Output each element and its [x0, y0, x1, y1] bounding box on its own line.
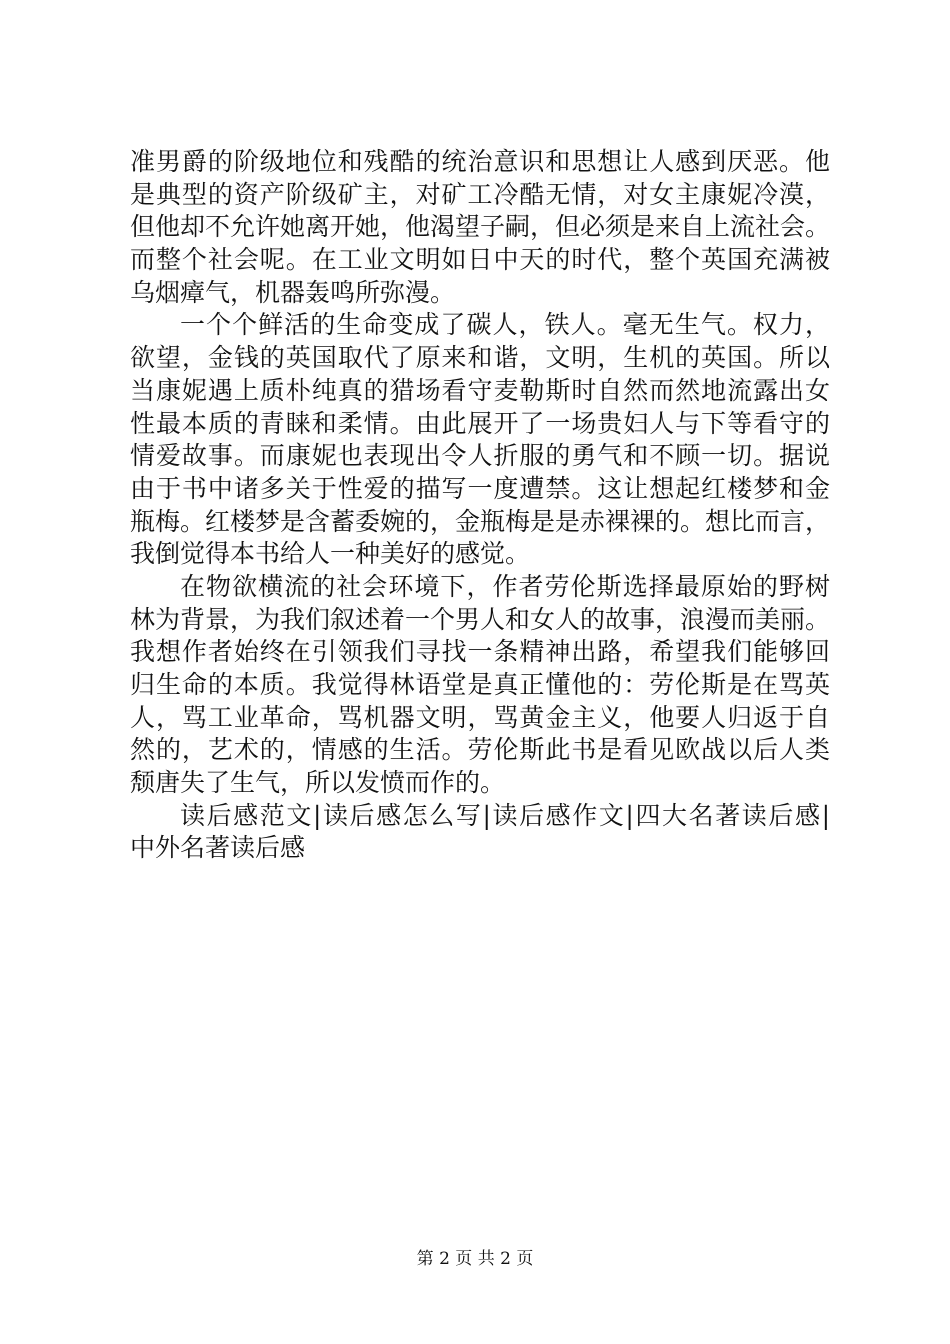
paragraph-3-line: 然的，艺术的，情感的生活。劳伦斯此书是看见欧战以后人类: [130, 735, 830, 765]
paragraph-3-line: 人，骂工业革命，骂机器文明，骂黄金主义，他要人归返于自: [130, 702, 830, 732]
paragraph-2-line: 情爱故事。而康妮也表现出令人折服的勇气和不顾一切。据说: [130, 441, 830, 471]
paragraph-2-line: 当康妮遇上质朴纯真的猎场看守麦勒斯时自然而然地流露出女: [130, 375, 830, 405]
paragraph-1-line: 但他却不允许她离开她，他渴望子嗣，但必须是来自上流社会。: [130, 212, 830, 242]
paragraph-1-line: 而整个社会呢。在工业文明如日中天的时代，整个英国充满被: [130, 245, 830, 275]
paragraph-2-line: 欲望，金钱的英国取代了原来和谐，文明，生机的英国。所以: [130, 343, 830, 373]
paragraph-2-line: 性最本质的青睐和柔情。由此展开了一场贵妇人与下等看守的: [130, 408, 830, 438]
paragraph-2-line: 瓶梅。红楼梦是含蓄委婉的，金瓶梅是是赤裸裸的。想比而言，: [130, 506, 830, 536]
paragraph-3-line: 我想作者始终在引领我们寻找一条精神出路，希望我们能够回: [130, 637, 830, 667]
paragraph-4-line: 读后感范文|读后感怎么写|读后感作文|四大名著读后感|: [180, 800, 830, 830]
page-footer: 第 2 页 共 2 页: [416, 1249, 534, 1269]
paragraph-2-line: 我倒觉得本书给人一种美好的感觉。: [130, 539, 531, 569]
document-body: [130, 146, 830, 865]
paragraph-3-line: 颓唐失了生气，所以发愤而作的。: [130, 768, 506, 798]
paragraph-2-line: 由于书中诸多关于性爱的描写一度遭禁。这让想起红楼梦和金: [130, 473, 830, 503]
paragraph-4-line: 中外名著读后感: [130, 833, 306, 863]
paragraph-2-line: 一个个鲜活的生命变成了碳人，铁人。毫无生气。权力，: [180, 310, 830, 340]
paragraph-3-line: 归生命的本质。我觉得林语堂是真正懂他的：劳伦斯是在骂英: [130, 670, 830, 699]
paragraph-3-line: 林为背景，为我们叙述着一个男人和女人的故事，浪漫而美丽。: [130, 604, 830, 634]
paragraph-1-line: 准男爵的阶级地位和残酷的统治意识和思想让人感到厌恶。他: [130, 147, 830, 176]
paragraph-1-line: 是典型的资产阶级矿主，对矿工冷酷无情，对女主康妮冷漠，: [130, 179, 830, 209]
paragraph-1-line: 乌烟瘴气，机器轰鸣所弥漫。: [130, 277, 456, 307]
paragraph-3-line: 在物欲横流的社会环境下，作者劳伦斯选择最原始的野树: [180, 571, 830, 601]
